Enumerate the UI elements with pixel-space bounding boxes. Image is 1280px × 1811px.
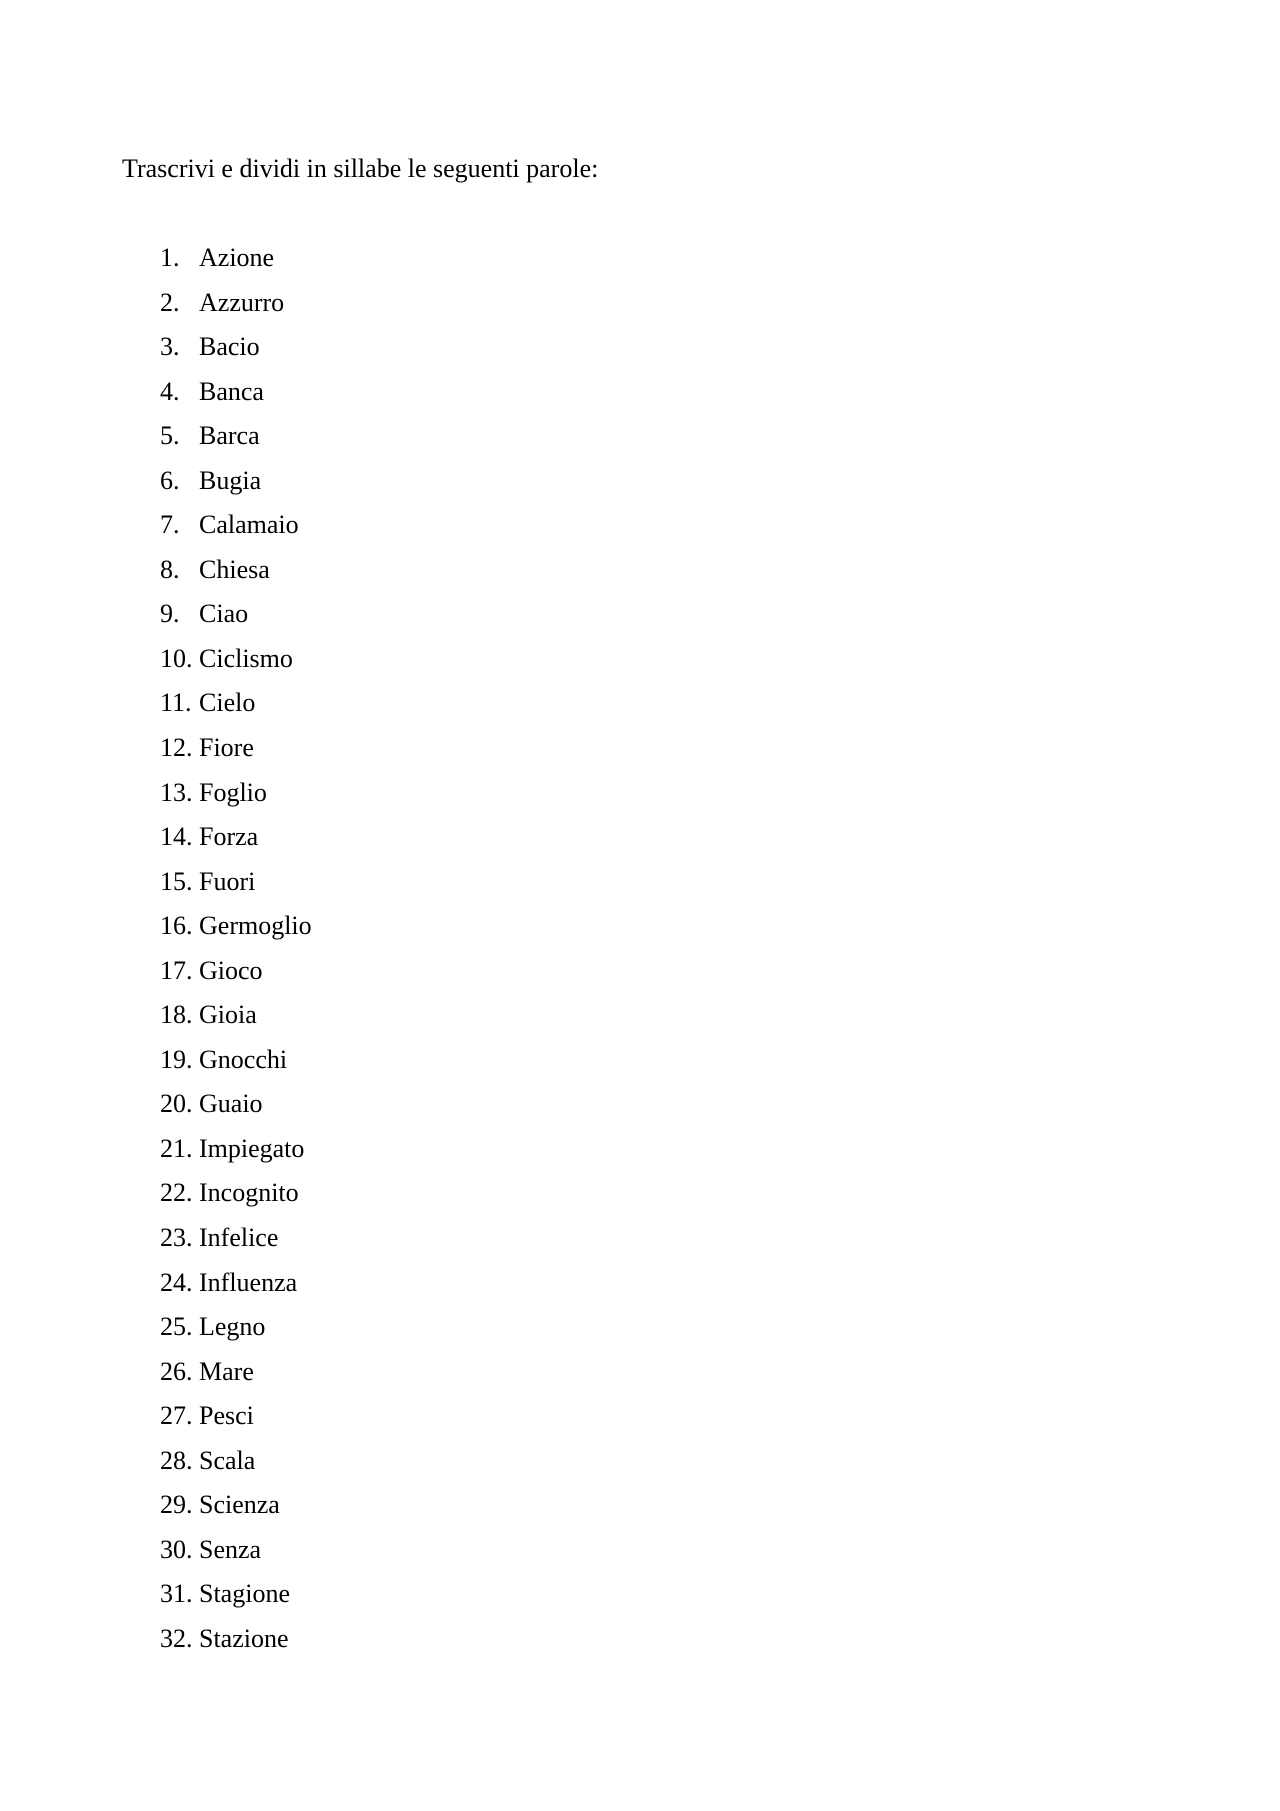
list-item bbox=[160, 1310, 312, 1355]
list-item bbox=[160, 1622, 312, 1667]
list-item-word: Bacio bbox=[199, 332, 260, 362]
list-item-word: Forza bbox=[199, 822, 259, 852]
list-item-number: 20. bbox=[160, 1089, 193, 1119]
list-item bbox=[160, 464, 312, 509]
list-item-word: Stazione bbox=[199, 1623, 289, 1653]
list-item-word: Senza bbox=[199, 1534, 262, 1564]
list-item-word: Fuori bbox=[199, 866, 256, 896]
list-item-word: Pesci bbox=[199, 1401, 254, 1431]
list-item-number: 5. bbox=[160, 421, 180, 451]
list-item-word: Barca bbox=[199, 421, 260, 451]
list-item-number: 8. bbox=[160, 554, 180, 584]
list-item-number: 6. bbox=[160, 465, 180, 495]
list-item bbox=[160, 954, 312, 999]
list-item-number: 23. bbox=[160, 1223, 193, 1253]
list-item-number: 16. bbox=[160, 911, 193, 941]
list-item-word: Legno bbox=[199, 1312, 266, 1342]
list-item-number: 17. bbox=[160, 955, 193, 985]
list-item bbox=[160, 1221, 312, 1266]
list-item-word: Germoglio bbox=[199, 911, 312, 941]
list-item-number: 28. bbox=[160, 1445, 193, 1475]
list-item-number: 31. bbox=[160, 1579, 193, 1609]
list-item-word: Azione bbox=[199, 243, 275, 272]
list-item bbox=[160, 909, 312, 954]
list-item-number: 14. bbox=[160, 822, 193, 852]
list-item-word: Influenza bbox=[199, 1267, 298, 1297]
list-item-number: 22. bbox=[160, 1178, 193, 1208]
list-item-word: Ciclismo bbox=[199, 643, 293, 673]
list-item-number: 10. bbox=[160, 643, 193, 673]
list-item-word: Calamaio bbox=[199, 510, 299, 540]
list-item-number: 26. bbox=[160, 1356, 193, 1386]
list-item bbox=[160, 998, 312, 1043]
list-item-number: 11. bbox=[160, 688, 192, 718]
list-item bbox=[160, 241, 312, 286]
list-item-word: Foglio bbox=[199, 777, 267, 807]
list-item bbox=[160, 1577, 312, 1622]
list-item-word: Impiegato bbox=[199, 1133, 305, 1163]
list-item-number: 29. bbox=[160, 1490, 193, 1520]
list-item-word: Gioia bbox=[199, 1000, 257, 1030]
list-item-number: 21. bbox=[160, 1133, 193, 1163]
list-item-number: 27. bbox=[160, 1401, 193, 1431]
list-item-number: 9. bbox=[160, 599, 180, 629]
list-item-number: 1. bbox=[160, 243, 180, 272]
list-item bbox=[160, 1533, 312, 1578]
list-item-number: 25. bbox=[160, 1312, 193, 1342]
list-item-word: Bugia bbox=[199, 465, 262, 495]
list-item bbox=[160, 776, 312, 821]
instruction-text: Trascrivi e dividi in sillabe le seguenti parole: bbox=[122, 154, 599, 183]
list-item bbox=[160, 1087, 312, 1132]
list-item bbox=[160, 597, 312, 642]
list-item-word: Gnocchi bbox=[199, 1044, 288, 1074]
list-item bbox=[160, 508, 312, 553]
list-item bbox=[160, 1444, 312, 1489]
list-item-word: Azzurro bbox=[199, 287, 285, 317]
list-item bbox=[160, 865, 312, 910]
list-item-number: 4. bbox=[160, 376, 180, 406]
word-list bbox=[160, 241, 312, 1667]
list-item-number: 19. bbox=[160, 1044, 193, 1074]
list-item-word: Guaio bbox=[199, 1089, 263, 1119]
list-item bbox=[160, 553, 312, 598]
list-item-word: Scienza bbox=[199, 1490, 280, 1520]
list-item-word: Fiore bbox=[199, 733, 254, 763]
list-item-word: Scala bbox=[199, 1445, 256, 1475]
list-item-number: 15. bbox=[160, 866, 193, 896]
list-item-number: 12. bbox=[160, 733, 193, 763]
list-item bbox=[160, 686, 312, 731]
list-item-word: Mare bbox=[199, 1356, 254, 1386]
list-item bbox=[160, 286, 312, 331]
list-item bbox=[160, 1355, 312, 1400]
list-item-word: Chiesa bbox=[199, 554, 270, 584]
list-item bbox=[160, 1399, 312, 1444]
list-item-word: Incognito bbox=[199, 1178, 299, 1208]
list-item bbox=[160, 820, 312, 865]
list-item bbox=[160, 419, 312, 464]
list-item-number: 3. bbox=[160, 332, 180, 362]
list-item-number: 13. bbox=[160, 777, 193, 807]
list-item-number: 2. bbox=[160, 287, 180, 317]
list-item bbox=[160, 375, 312, 420]
list-item-number: 32. bbox=[160, 1623, 193, 1653]
list-item bbox=[160, 1043, 312, 1088]
list-item-number: 18. bbox=[160, 1000, 193, 1030]
list-item-word: Stagione bbox=[199, 1579, 290, 1609]
list-item-word: Ciao bbox=[199, 599, 249, 629]
list-item bbox=[160, 642, 312, 687]
list-item bbox=[160, 1132, 312, 1177]
list-item bbox=[160, 330, 312, 375]
list-item-word: Banca bbox=[199, 376, 264, 406]
list-item-number: 24. bbox=[160, 1267, 193, 1297]
list-item-word: Infelice bbox=[199, 1223, 279, 1253]
list-item-number: 30. bbox=[160, 1534, 193, 1564]
list-item bbox=[160, 731, 312, 776]
list-item bbox=[160, 1266, 312, 1311]
list-item-number: 7. bbox=[160, 510, 180, 540]
list-item bbox=[160, 1176, 312, 1221]
list-item-word: Cielo bbox=[199, 688, 256, 718]
list-item-word: Gioco bbox=[199, 955, 263, 985]
list-item bbox=[160, 1488, 312, 1533]
